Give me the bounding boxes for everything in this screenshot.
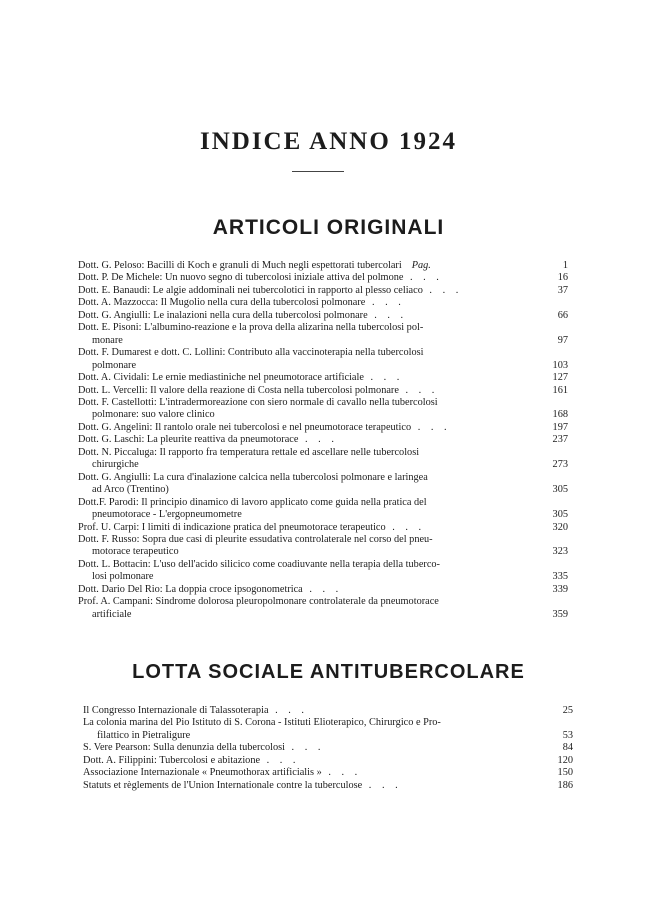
toc-entry: [78, 285, 568, 297]
toc-entry-text: [78, 559, 528, 584]
section-heading-articoli: ARTICOLI ORIGINALI: [212, 216, 445, 239]
toc-entry-title: Dott. F. Castellotti: L'intradermoreazione con siero normale di cavallo nella tubercolosi: [78, 396, 438, 408]
toc-entry-text: [78, 397, 528, 422]
toc-entry-continuation: ad Arco (Trentino): [92, 484, 169, 496]
pag-label: Pag.: [411, 260, 431, 271]
page-number: 186: [557, 779, 573, 791]
page-number: 84: [562, 742, 573, 754]
toc-entry-text: [78, 422, 528, 434]
page-number: 168: [552, 409, 568, 421]
toc-entry-continuation: losi polmonare: [92, 571, 154, 583]
toc-entry-continuation: artificiale: [92, 608, 132, 620]
page-number: 120: [557, 754, 573, 766]
toc-entry: [78, 434, 568, 446]
toc-entry-text: [83, 767, 533, 779]
toc-entry-continuation: filattico in Pietraligure: [97, 729, 191, 741]
page-number: 237: [552, 434, 568, 446]
toc-entry-text: [78, 260, 528, 272]
toc-entry-title: Dott.F. Parodi: Il principio dinamico di lavoro applicato come guida nella pratica del: [78, 496, 427, 508]
toc-entry-title: Dott. L. Bottacin: L'uso dell'acido silicico come coadiuvante nella terapia della tuberco-: [78, 558, 440, 570]
toc-entry-title: Dott. G. Angelini: Il rantolo orale nei tubercolosi e nel pneumotorace terapeutico: [78, 421, 412, 433]
toc-entry-text: [78, 372, 528, 384]
toc-entry: [78, 272, 568, 284]
page-number: 37: [557, 284, 568, 296]
toc-entry-title: Prof. U. Carpi: I limiti di indicazione pratica del pneumotorace terapeutico: [78, 521, 386, 533]
toc-entry: [78, 497, 568, 522]
toc-entry-text: [78, 447, 528, 472]
toc-entry-title: Dott. G. Laschi: La pleurite reattiva da pneumotorace: [78, 434, 299, 446]
dot-leader: . . .: [411, 421, 451, 433]
toc-entry-title: Dott. A. Mazzocca: Il Mugolio nella cura della tubercolosi polmonare: [78, 297, 366, 309]
toc-entry-title: Dott. L. Vercelli: Il valore della reazione di Costa nella tubercolosi polmonare: [78, 384, 399, 396]
toc-entry: [83, 767, 573, 779]
toc-entry-title: Il Congresso Internazionale di Talassoterapia: [83, 705, 269, 716]
toc-entry-title: Associazione Internazionale « Pneumothorax artificialis »: [83, 767, 322, 779]
toc-entry-text: [78, 310, 528, 322]
page-number: 161: [552, 384, 568, 396]
toc-entry-title: Dott. G. Peloso: Bacilli di Koch e granuli di Much negli espettorati tubercolari: [78, 260, 402, 271]
toc-entry-title: Dott. E. Banaudi: Le algie addominali nei tubercolotici in rapporto al plesso celiaco: [78, 284, 423, 296]
toc-entry-text: [78, 534, 528, 559]
toc-entry: [78, 447, 568, 472]
toc-entry-text: [78, 472, 528, 497]
page-number: 1: [562, 260, 568, 271]
page-number: 305: [552, 484, 568, 496]
toc-entry-title: Dott. Dario Del Rio: La doppia croce ipsogonometrica: [78, 583, 303, 595]
toc-entry-title: Dott. E. Pisoni: L'albumino-reazione e la prova della alizarina nella tubercolosi pol-: [78, 322, 424, 334]
toc-entry-continuation: monare: [92, 334, 123, 346]
dot-leader: . . .: [298, 434, 338, 446]
toc-entry: [83, 780, 573, 792]
page-number: 127: [552, 372, 568, 384]
toc-entry: [78, 297, 568, 309]
dot-leader: . . .: [422, 284, 463, 296]
page-number: 323: [552, 546, 568, 558]
page-number: 273: [552, 459, 568, 471]
toc-entry-text: [78, 385, 528, 397]
dot-leader: . . .: [367, 309, 408, 321]
dot-leader: . . .: [403, 272, 443, 284]
toc-entry: [78, 322, 568, 347]
page-number: 97: [557, 334, 568, 346]
toc-entry-title: La colonia marina del Pio Istituto di S. Corona - Istituti Elioterapico, Chirurgico e Pro-: [83, 717, 441, 729]
page-number: 335: [552, 571, 568, 583]
toc-entry: [83, 705, 573, 717]
toc-entry-continuation: chirurgiche: [92, 459, 139, 471]
toc-entry: [78, 522, 568, 534]
toc-entry: [78, 260, 568, 272]
dot-leader: . . .: [398, 384, 439, 396]
toc-entry-title: Dott. F. Russo: Sopra due casi di pleurite essudativa controlaterale nel corso del pneu-: [78, 533, 433, 545]
section-heading-lotta: LOTTA SOCIALE ANTITUBERCOLARE: [132, 661, 525, 683]
toc-entry-text: [83, 705, 533, 717]
toc-entry: [78, 385, 568, 397]
toc-entry: [78, 559, 568, 584]
toc-entry-continuation: motorace terapeutico: [92, 546, 179, 558]
page-number: 359: [552, 608, 568, 620]
dot-leader: . . .: [363, 372, 404, 384]
dot-leader: . . .: [268, 705, 308, 716]
toc-entry: [83, 742, 573, 754]
toc-entry: [83, 755, 573, 767]
page-number: 339: [552, 583, 568, 595]
dot-leader: . . .: [321, 767, 362, 779]
toc-entry: [78, 372, 568, 384]
dot-leader: . . .: [260, 754, 300, 766]
toc-entry: [78, 596, 568, 621]
toc-entry-title: Statuts et règlements de l'Union Internationale contre la tuberculose: [83, 779, 363, 791]
toc-entry: [78, 472, 568, 497]
toc-entry-text: [78, 297, 528, 309]
page-number: 25: [562, 705, 573, 716]
dot-leader: . . .: [385, 521, 426, 533]
toc-entry-title: Dott. F. Dumarest e dott. C. Lollini: Contributo alla vaccinoterapia nella tubercolosi: [78, 347, 424, 359]
toc-entry-text: [78, 347, 528, 372]
page-number: 53: [562, 729, 573, 741]
dot-leader: . . .: [284, 742, 325, 754]
toc-entry-title: Dott. P. De Michele: Un nuovo segno di tubercolosi iniziale attiva del polmone: [78, 272, 404, 284]
toc-entry-title: Dott. A. Cividali: Le ernie mediastiniche nel pneumotorace artificiale: [78, 372, 364, 384]
toc-entry-text: [83, 742, 533, 754]
toc-entry-text: [78, 272, 528, 284]
toc-entry-title: Dott. A. Filippini: Tubercolosi e abitazione: [83, 754, 261, 766]
toc-entry-text: [83, 755, 533, 767]
toc-lotta: [83, 705, 573, 792]
page-number: 16: [557, 272, 568, 284]
toc-entry-continuation: pneumotorace - L'ergopneumometre: [92, 509, 242, 521]
toc-entry-text: [78, 322, 528, 347]
dot-leader: . . .: [362, 779, 402, 791]
page-number: 197: [552, 421, 568, 433]
toc-entry: [83, 717, 573, 742]
page-number: 305: [552, 509, 568, 521]
dot-leader: . . .: [365, 297, 405, 309]
toc-entry: [78, 310, 568, 322]
toc-entry-title: S. Vere Pearson: Sulla denunzia della tubercolosi: [83, 742, 285, 754]
toc-entry-text: [78, 596, 528, 621]
toc-entry-title: Dott. G. Angiulli: La cura d'inalazione calcica nella tubercolosi polmonare e laringea: [78, 471, 428, 483]
toc-entry-continuation: polmonare: [92, 359, 137, 371]
toc-entry-text: [83, 717, 533, 742]
toc-entry-text: [83, 780, 533, 792]
toc-entry-text: [78, 434, 528, 446]
toc-entry-text: [78, 285, 528, 297]
toc-entry-continuation: polmonare: suo valore clinico: [92, 409, 215, 421]
toc-articoli: [78, 260, 568, 621]
toc-entry-text: [78, 497, 528, 522]
toc-entry: [78, 584, 568, 596]
page-number: 320: [552, 521, 568, 533]
dot-leader: . . .: [302, 583, 343, 595]
toc-entry: [78, 422, 568, 434]
page-number: 66: [557, 309, 568, 321]
toc-entry-text: [78, 584, 528, 596]
page-number: 150: [557, 767, 573, 779]
toc-entry: [78, 347, 568, 372]
toc-entry: [78, 534, 568, 559]
toc-entry-text: [78, 522, 528, 534]
title-divider: [292, 171, 344, 172]
page-title: INDICE ANNO 1924: [199, 128, 458, 155]
toc-entry: [78, 397, 568, 422]
toc-entry-title: Dott. G. Angiulli: Le inalazioni nella cura della tubercolosi polmonare: [78, 309, 368, 321]
toc-entry-title: Dott. N. Piccaluga: Il rapporto fra temperatura rettale ed ascellare nelle tubercolosi: [78, 446, 420, 458]
toc-entry-title: Prof. A. Campani: Sindrome dolorosa pleuropolmonare controlaterale da pneumotorace: [78, 596, 439, 608]
page-number: 103: [552, 359, 568, 371]
